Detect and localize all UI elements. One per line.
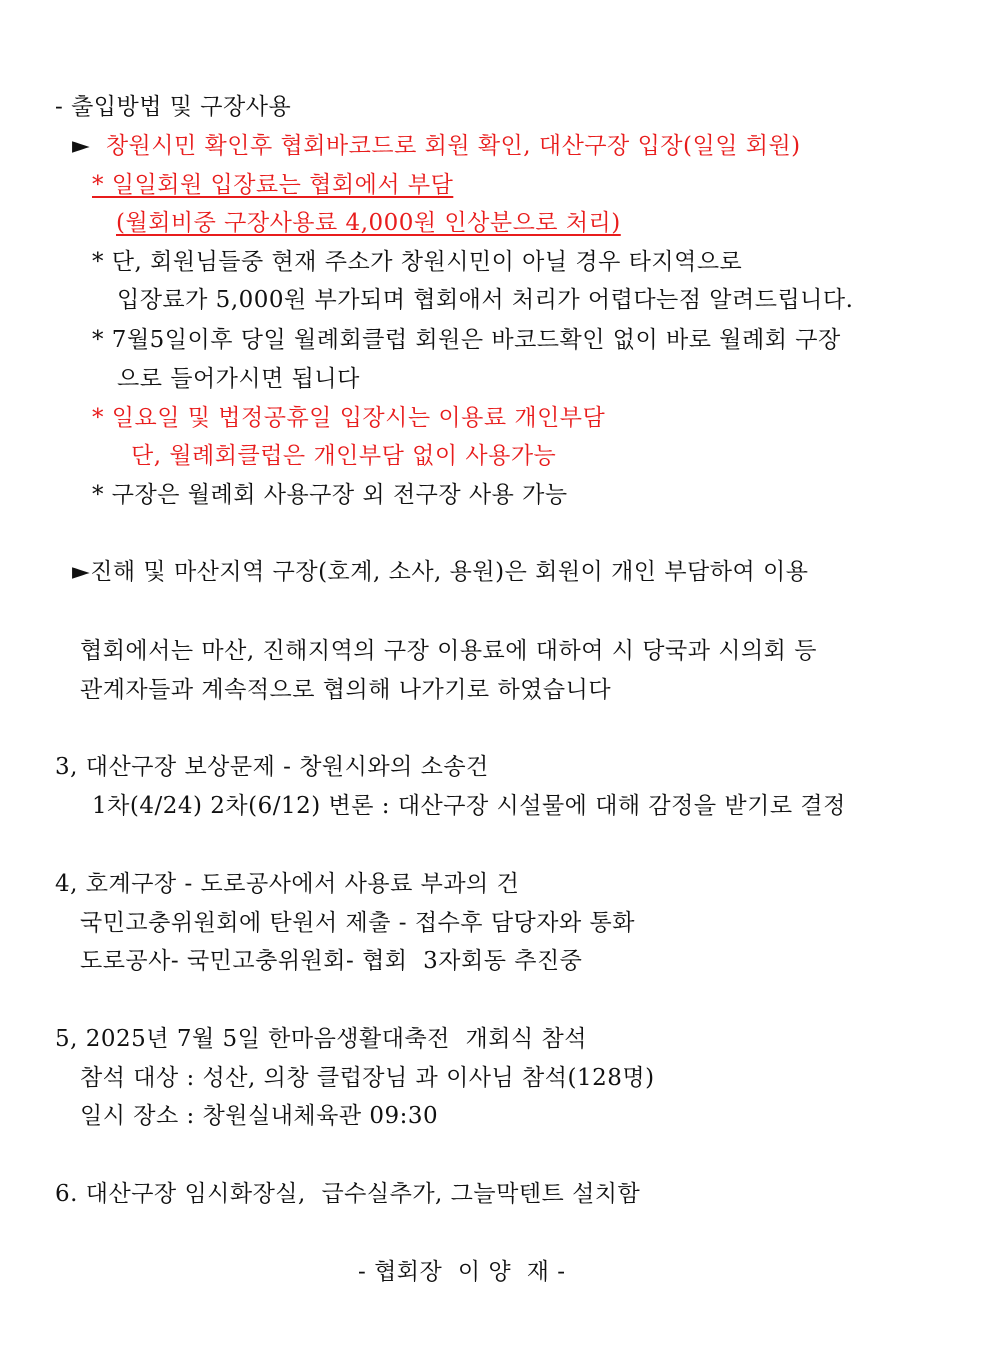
- section-6-heading: 6. 대산구장 임시화장실, 급수실추가, 그늘막텐트 설치함: [55, 1181, 641, 1207]
- section-4-heading: 4, 호계구장 - 도로공사에서 사용료 부과의 건: [55, 871, 520, 897]
- citizen-entry-text: 창원시민 확인후 협회바코드로 회원 확인, 대산구장 입장(일일 회원): [105, 133, 801, 159]
- non-resident-fee-note: 입장료가 5,000원 부가되며 협회애서 처리가 어렵다는점 알려드립니다.: [117, 287, 854, 313]
- bullet-line-citizen-entry: [72, 131, 801, 161]
- section-4-detail-2: 도로공사- 국민고충위원회- 협회 3자회동 추진중: [80, 948, 583, 974]
- holiday-exception-note: 단, 월례회클럽은 개인부담 없이 사용가능: [131, 443, 557, 469]
- monthly-club-note: * 7월5일이후 당일 월례회클럽 회원은 바코드확인 없이 바로 월례회 구장: [92, 327, 841, 353]
- section-3-detail: 1차(4/24) 2차(6/12) 변론 : 대산구장 시설물에 대해 감정을 받기로 결정: [92, 793, 846, 819]
- field-usage-note: * 구장은 월례회 사용구장 외 전구장 사용 가능: [92, 482, 568, 508]
- fee-processing-note: (월회비중 구장사용료 4,000원 인상분으로 처리): [116, 210, 621, 236]
- signature-president: - 협회장 이 양 재 -: [358, 1259, 566, 1285]
- association-consultation-note: 협회에서는 마산, 진해지역의 구장 이용료에 대하여 시 당국과 시의회 등: [80, 638, 817, 664]
- arrow-bullet-icon: ►: [72, 133, 91, 159]
- section-5-venue: 일시 장소 : 창원실내체육관 09:30: [80, 1103, 439, 1129]
- section-5-heading: 5, 2025년 7월 5일 한마음생활대축전 개회식 참석: [55, 1026, 587, 1052]
- monthly-club-note-cont: 으로 들어가시면 됩니다: [117, 366, 360, 392]
- section-4-detail-1: 국민고충위원회에 탄원서 제출 - 접수후 담당자와 통화: [80, 910, 635, 936]
- section-heading-entry-method: - 출입방법 및 구장사용: [55, 94, 292, 120]
- association-consultation-note-cont: 관계자들과 계속적으로 협의해 나가기로 하였습니다: [80, 677, 612, 703]
- jinhae-masan-note: ►진해 및 마산지역 구장(호계, 소사, 용원)은 회원이 개인 부담하여 이용: [72, 559, 809, 585]
- holiday-fee-note: * 일요일 및 법정공휴일 입장시는 이용료 개인부담: [92, 405, 606, 431]
- non-resident-note: * 단, 회원님들중 현재 주소가 창원시민이 아닐 경우 타지역으로: [92, 249, 743, 275]
- section-3-heading: 3, 대산구장 보상문제 - 창원시와의 소송건: [55, 754, 489, 780]
- section-5-attendees: 참석 대상 : 성산, 의창 클럽장님 과 이사님 참석(128명): [80, 1065, 655, 1091]
- daily-member-fee-note: * 일일회원 입장료는 협회에서 부담: [92, 172, 454, 198]
